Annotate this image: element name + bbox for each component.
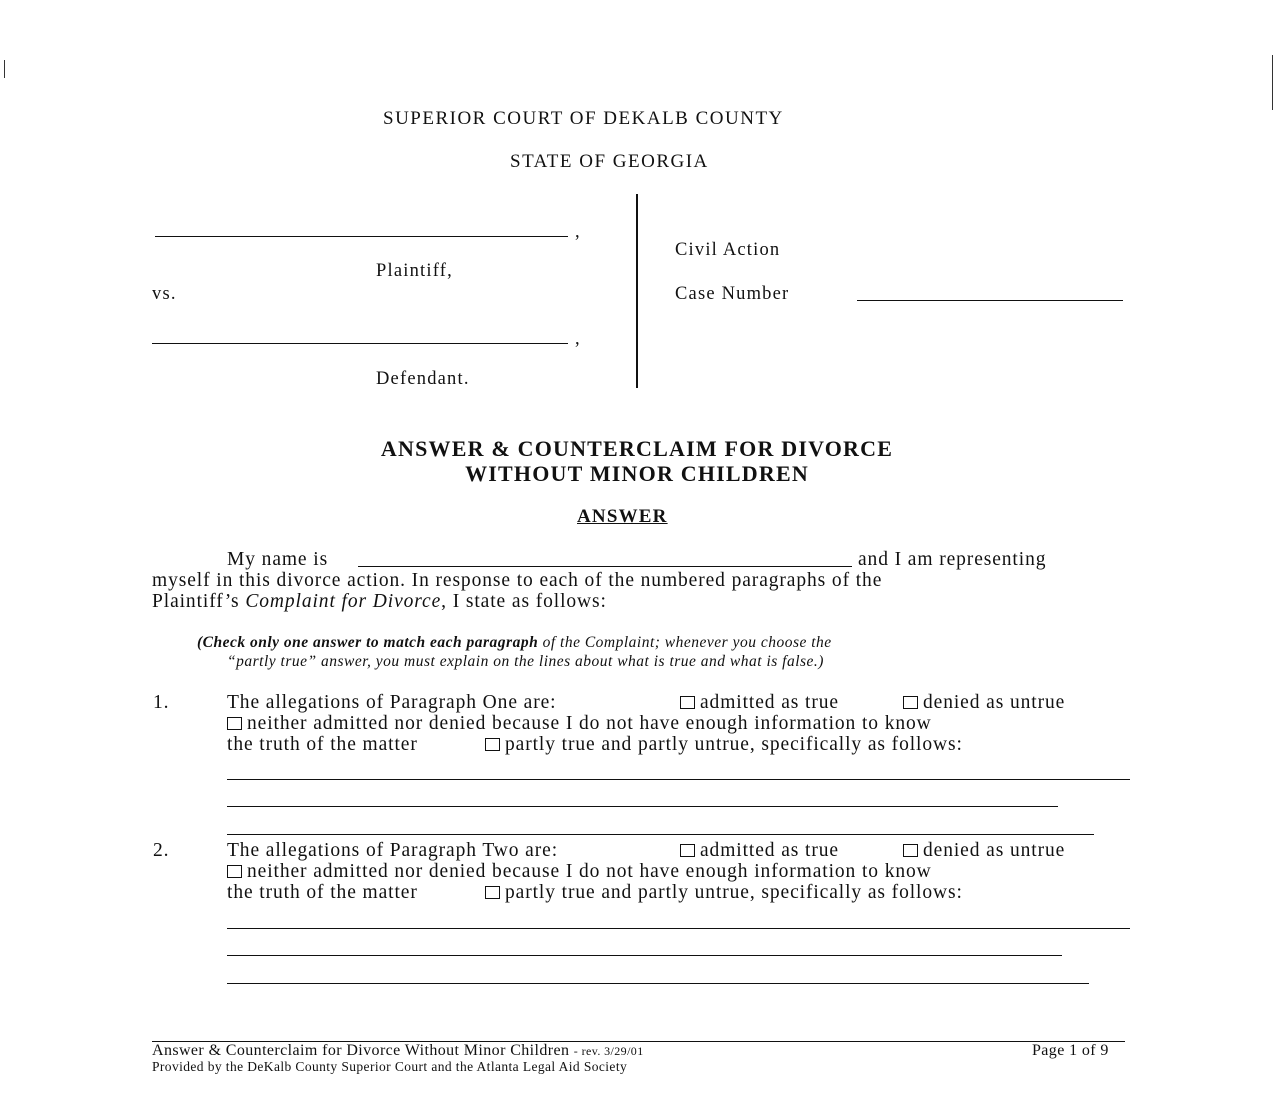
paragraph-lead: The allegations of Paragraph Two are: — [227, 840, 559, 861]
option-partly: partly true and partly untrue, specifically as follows: — [485, 882, 963, 904]
instructions-line1: (Check only one answer to match each paragraph of the Complaint; whenever you choose the — [197, 634, 832, 651]
option-admitted: admitted as true — [680, 692, 839, 714]
option-admitted: admitted as true — [680, 840, 839, 862]
intro-name-prefix: My name is — [227, 549, 329, 570]
truth-prefix: the truth of the matter — [227, 734, 418, 755]
intro-line3: Plaintiff’s Complaint for Divorce, I state as follows: — [152, 591, 607, 612]
neither-checkbox[interactable] — [227, 865, 242, 878]
case-number-line[interactable] — [857, 300, 1123, 301]
caption-divider — [636, 194, 638, 388]
admitted-checkbox[interactable] — [680, 844, 695, 857]
footer-page-number: Page 1 of 9 — [1032, 1042, 1109, 1059]
paragraph-number: 2. — [153, 840, 170, 861]
plaintiff-comma: , — [575, 222, 581, 242]
defendant-comma: , — [575, 329, 581, 349]
footer-form-title: Answer & Counterclaim for Divorce Without Minor Children - rev. 3/29/01 — [152, 1042, 644, 1059]
explanation-line[interactable] — [227, 779, 1130, 780]
partly-checkbox[interactable] — [485, 738, 500, 751]
section-heading: ANSWER — [577, 506, 668, 527]
option-partly: partly true and partly untrue, specifically as follows: — [485, 734, 963, 756]
explanation-line[interactable] — [227, 983, 1089, 984]
case-number-label: Case Number — [675, 284, 790, 304]
intro-line2: myself in this divorce action. In response to each of the numbered paragraphs of the — [152, 570, 883, 591]
denied-checkbox[interactable] — [903, 844, 918, 857]
court-name: SUPERIOR COURT OF DEKALB COUNTY — [383, 108, 784, 129]
paragraph-number: 1. — [153, 692, 170, 713]
scan-edge-mark — [1272, 55, 1273, 110]
admitted-checkbox[interactable] — [680, 696, 695, 709]
truth-prefix: the truth of the matter — [227, 882, 418, 903]
name-input-line[interactable] — [358, 566, 852, 567]
state-name: STATE OF GEORGIA — [510, 151, 709, 172]
civil-action-label: Civil Action — [675, 240, 781, 260]
defendant-label: Defendant. — [376, 369, 470, 389]
explanation-line[interactable] — [227, 834, 1094, 835]
explanation-line[interactable] — [227, 955, 1062, 956]
scan-edge-mark — [4, 60, 5, 78]
instructions-line2: “partly true” answer, you must explain on the lines about what is true and what is false.) — [227, 653, 824, 670]
intro-name-suffix: and I am representing — [858, 549, 1047, 570]
complaint-title: Complaint for Divorce — [245, 591, 442, 612]
partly-checkbox[interactable] — [485, 886, 500, 899]
option-denied: denied as untrue — [903, 840, 1065, 862]
document-title-line2: WITHOUT MINOR CHILDREN — [465, 461, 809, 486]
defendant-name-line[interactable] — [152, 343, 568, 344]
plaintiff-label: Plaintiff, — [376, 261, 453, 281]
option-denied: denied as untrue — [903, 692, 1065, 714]
denied-checkbox[interactable] — [903, 696, 918, 709]
paragraph-lead: The allegations of Paragraph One are: — [227, 692, 557, 713]
document-title-line1: ANSWER & COUNTERCLAIM FOR DIVORCE — [380, 436, 894, 461]
footer-provided-by: Provided by the DeKalb County Superior Court and the Atlanta Legal Aid Society — [152, 1059, 628, 1074]
neither-checkbox[interactable] — [227, 717, 242, 730]
option-neither: neither admitted nor denied because I do not have enough information to know — [227, 861, 932, 883]
option-neither: neither admitted nor denied because I do not have enough information to know — [227, 713, 932, 735]
vs-label: vs. — [152, 284, 177, 304]
plaintiff-name-line[interactable] — [155, 236, 568, 237]
explanation-line[interactable] — [227, 928, 1130, 929]
footer-revision: - rev. 3/29/01 — [573, 1044, 644, 1058]
explanation-line[interactable] — [227, 806, 1058, 807]
